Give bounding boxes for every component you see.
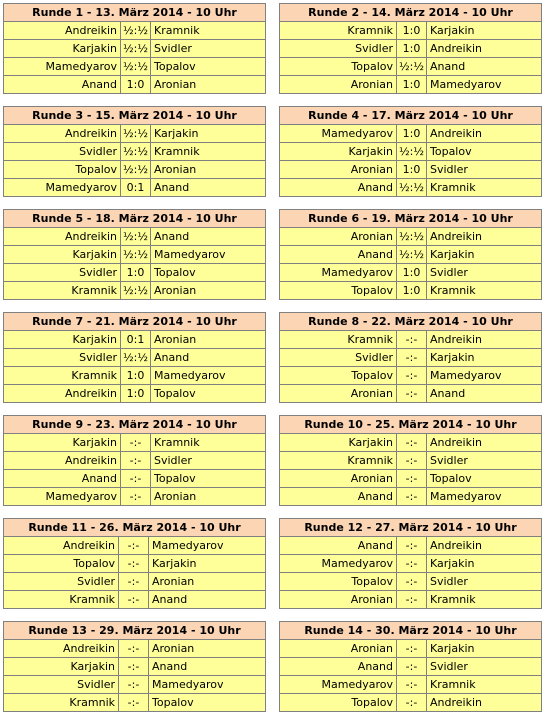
- away-player: Andreikin: [427, 228, 542, 246]
- round-table: [279, 106, 541, 197]
- home-player: Svidler: [4, 349, 121, 367]
- game-result: -:-: [119, 676, 149, 694]
- game-result: -:-: [121, 434, 151, 452]
- home-player: Aronian: [280, 161, 397, 179]
- home-player: Mamedyarov: [280, 125, 397, 143]
- round-table: [3, 518, 265, 609]
- home-player: Anand: [4, 76, 121, 94]
- game-result: -:-: [397, 694, 427, 712]
- round-title: Runde 3 - 15. März 2014 - 10 Uhr: [4, 107, 266, 125]
- game-row: [280, 658, 542, 676]
- game-result: 1:0: [397, 282, 427, 300]
- game-result: -:-: [397, 555, 427, 573]
- home-player: Andreikin: [4, 385, 121, 403]
- round-title: Runde 6 - 19. März 2014 - 10 Uhr: [280, 210, 542, 228]
- game-row: [4, 331, 266, 349]
- away-player: Andreikin: [427, 537, 542, 555]
- game-result: -:-: [119, 694, 149, 712]
- away-player: Anand: [151, 179, 266, 197]
- home-player: Topalov: [280, 573, 397, 591]
- game-result: -:-: [397, 434, 427, 452]
- home-player: Karjakin: [280, 143, 397, 161]
- home-player: Svidler: [4, 143, 121, 161]
- away-player: Aronian: [151, 161, 266, 179]
- game-result: -:-: [397, 331, 427, 349]
- home-player: Topalov: [4, 555, 119, 573]
- round-title: Runde 5 - 18. März 2014 - 10 Uhr: [4, 210, 266, 228]
- game-row: [4, 658, 266, 676]
- game-row: [280, 143, 542, 161]
- game-row: [280, 640, 542, 658]
- game-result: -:-: [397, 591, 427, 609]
- game-row: [280, 246, 542, 264]
- game-row: [280, 282, 542, 300]
- game-result: 1:0: [397, 264, 427, 282]
- game-row: [4, 282, 266, 300]
- away-player: Aronian: [151, 331, 266, 349]
- away-player: Topalov: [149, 694, 266, 712]
- away-player: Svidler: [427, 573, 542, 591]
- round-title: Runde 10 - 25. März 2014 - 10 Uhr: [280, 416, 542, 434]
- game-result: 0:1: [121, 331, 151, 349]
- game-result: 1:0: [121, 264, 151, 282]
- away-player: Mamedyarov: [427, 367, 542, 385]
- game-result: 0:1: [121, 179, 151, 197]
- round-table: [279, 518, 541, 609]
- away-player: Mamedyarov: [151, 367, 266, 385]
- away-player: Kramnik: [427, 179, 542, 197]
- away-player: Andreikin: [427, 331, 542, 349]
- game-row: [4, 591, 266, 609]
- home-player: Anand: [280, 179, 397, 197]
- round-title: Runde 9 - 23. März 2014 - 10 Uhr: [4, 416, 266, 434]
- game-result: ½:½: [121, 125, 151, 143]
- game-row: [280, 676, 542, 694]
- game-row: [4, 385, 266, 403]
- home-player: Aronian: [280, 470, 397, 488]
- game-result: 1:0: [121, 76, 151, 94]
- game-result: -:-: [397, 537, 427, 555]
- game-row: [4, 694, 266, 712]
- home-player: Karjakin: [4, 434, 121, 452]
- round-table: [3, 3, 265, 94]
- game-row: [4, 58, 266, 76]
- game-result: 1:0: [397, 76, 427, 94]
- away-player: Topalov: [151, 264, 266, 282]
- game-result: -:-: [397, 349, 427, 367]
- home-player: Topalov: [280, 367, 397, 385]
- game-row: [4, 22, 266, 40]
- game-row: [280, 228, 542, 246]
- game-row: [280, 161, 542, 179]
- game-row: [280, 470, 542, 488]
- round-table: [279, 312, 541, 403]
- game-row: [4, 555, 266, 573]
- game-row: [4, 264, 266, 282]
- away-player: Karjakin: [427, 22, 542, 40]
- away-player: Svidler: [427, 161, 542, 179]
- away-player: Aronian: [149, 573, 266, 591]
- home-player: Svidler: [4, 676, 119, 694]
- game-row: [4, 40, 266, 58]
- away-player: Anand: [151, 349, 266, 367]
- away-player: Aronian: [151, 488, 266, 506]
- away-player: Svidler: [427, 452, 542, 470]
- round-title: Runde 11 - 26. März 2014 - 10 Uhr: [4, 519, 266, 537]
- game-row: [280, 573, 542, 591]
- away-player: Kramnik: [151, 22, 266, 40]
- away-player: Svidler: [151, 452, 266, 470]
- game-row: [4, 640, 266, 658]
- away-player: Kramnik: [151, 143, 266, 161]
- away-player: Svidler: [151, 40, 266, 58]
- game-row: [280, 125, 542, 143]
- home-player: Kramnik: [4, 591, 119, 609]
- game-result: -:-: [397, 452, 427, 470]
- game-row: [4, 76, 266, 94]
- home-player: Aronian: [280, 385, 397, 403]
- home-player: Karjakin: [4, 40, 121, 58]
- away-player: Mamedyarov: [427, 76, 542, 94]
- home-player: Anand: [280, 537, 397, 555]
- away-player: Andreikin: [427, 434, 542, 452]
- home-player: Svidler: [4, 264, 121, 282]
- home-player: Mamedyarov: [4, 58, 121, 76]
- game-row: [280, 264, 542, 282]
- home-player: Kramnik: [280, 452, 397, 470]
- home-player: Svidler: [280, 349, 397, 367]
- game-result: 1:0: [121, 367, 151, 385]
- game-result: 1:0: [121, 385, 151, 403]
- round-title: Runde 4 - 17. März 2014 - 10 Uhr: [280, 107, 542, 125]
- game-result: 1:0: [397, 125, 427, 143]
- away-player: Kramnik: [427, 676, 542, 694]
- game-result: -:-: [397, 488, 427, 506]
- home-player: Topalov: [280, 282, 397, 300]
- away-player: Karjakin: [427, 555, 542, 573]
- home-player: Topalov: [4, 161, 121, 179]
- game-result: -:-: [119, 640, 149, 658]
- round-title: Runde 7 - 21. März 2014 - 10 Uhr: [4, 313, 266, 331]
- game-result: 1:0: [397, 161, 427, 179]
- home-player: Kramnik: [4, 694, 119, 712]
- home-player: Karjakin: [4, 658, 119, 676]
- game-result: ½:½: [121, 228, 151, 246]
- game-result: -:-: [397, 385, 427, 403]
- game-row: [280, 385, 542, 403]
- game-row: [4, 434, 266, 452]
- home-player: Kramnik: [4, 282, 121, 300]
- game-result: ½:½: [121, 58, 151, 76]
- home-player: Anand: [280, 658, 397, 676]
- home-player: Andreikin: [4, 22, 121, 40]
- game-row: [4, 537, 266, 555]
- away-player: Mamedyarov: [149, 676, 266, 694]
- round-title: Runde 1 - 13. März 2014 - 10 Uhr: [4, 4, 266, 22]
- game-row: [4, 125, 266, 143]
- game-result: -:-: [397, 367, 427, 385]
- away-player: Svidler: [427, 264, 542, 282]
- round-title: Runde 14 - 30. März 2014 - 10 Uhr: [280, 622, 542, 640]
- game-result: ½:½: [121, 22, 151, 40]
- round-table: [3, 621, 265, 712]
- game-result: -:-: [397, 658, 427, 676]
- game-result: ½:½: [397, 246, 427, 264]
- home-player: Topalov: [280, 694, 397, 712]
- round-title: Runde 8 - 22. März 2014 - 10 Uhr: [280, 313, 542, 331]
- game-row: [280, 488, 542, 506]
- game-result: ½:½: [121, 282, 151, 300]
- game-result: -:-: [119, 555, 149, 573]
- away-player: Topalov: [151, 385, 266, 403]
- round-title: Runde 12 - 27. März 2014 - 10 Uhr: [280, 519, 542, 537]
- game-row: [280, 694, 542, 712]
- away-player: Mamedyarov: [151, 246, 266, 264]
- game-row: [4, 228, 266, 246]
- away-player: Kramnik: [151, 434, 266, 452]
- home-player: Aronian: [280, 228, 397, 246]
- round-table: [279, 621, 541, 712]
- home-player: Svidler: [4, 573, 119, 591]
- round-table: [3, 106, 265, 197]
- away-player: Aronian: [149, 640, 266, 658]
- round-table: [3, 209, 265, 300]
- home-player: Mamedyarov: [280, 264, 397, 282]
- away-player: Karjakin: [427, 349, 542, 367]
- away-player: Svidler: [427, 658, 542, 676]
- game-row: [280, 367, 542, 385]
- round-table: [279, 415, 541, 506]
- home-player: Kramnik: [4, 367, 121, 385]
- game-row: [4, 573, 266, 591]
- away-player: Andreikin: [427, 694, 542, 712]
- away-player: Andreikin: [427, 125, 542, 143]
- home-player: Mamedyarov: [280, 676, 397, 694]
- away-player: Mamedyarov: [427, 488, 542, 506]
- game-result: 1:0: [397, 40, 427, 58]
- game-result: ½:½: [121, 143, 151, 161]
- game-result: ½:½: [397, 58, 427, 76]
- away-player: Aronian: [151, 282, 266, 300]
- round-table: [279, 209, 541, 300]
- away-player: Aronian: [151, 76, 266, 94]
- game-row: [4, 246, 266, 264]
- game-result: ½:½: [397, 143, 427, 161]
- round-table: [3, 312, 265, 403]
- home-player: Andreikin: [4, 537, 119, 555]
- home-player: Mamedyarov: [4, 488, 121, 506]
- game-result: ½:½: [397, 179, 427, 197]
- away-player: Anand: [427, 58, 542, 76]
- home-player: Andreikin: [4, 125, 121, 143]
- game-result: -:-: [119, 573, 149, 591]
- away-player: Anand: [149, 591, 266, 609]
- away-player: Anand: [151, 228, 266, 246]
- away-player: Topalov: [151, 470, 266, 488]
- home-player: Kramnik: [280, 22, 397, 40]
- game-result: -:-: [121, 470, 151, 488]
- game-row: [4, 452, 266, 470]
- home-player: Mamedyarov: [280, 555, 397, 573]
- game-result: -:-: [397, 676, 427, 694]
- game-row: [280, 40, 542, 58]
- game-result: -:-: [397, 470, 427, 488]
- away-player: Topalov: [427, 470, 542, 488]
- game-row: [280, 179, 542, 197]
- home-player: Anand: [280, 488, 397, 506]
- home-player: Karjakin: [4, 331, 121, 349]
- game-row: [4, 349, 266, 367]
- game-row: [4, 143, 266, 161]
- round-table: [279, 3, 541, 94]
- away-player: Karjakin: [427, 246, 542, 264]
- game-result: ½:½: [397, 228, 427, 246]
- game-row: [4, 179, 266, 197]
- away-player: Anand: [427, 385, 542, 403]
- game-row: [4, 488, 266, 506]
- away-player: Mamedyarov: [149, 537, 266, 555]
- away-player: Karjakin: [427, 640, 542, 658]
- home-player: Anand: [280, 246, 397, 264]
- home-player: Aronian: [280, 591, 397, 609]
- round-title: Runde 13 - 29. März 2014 - 10 Uhr: [4, 622, 266, 640]
- home-player: Karjakin: [280, 434, 397, 452]
- game-row: [280, 22, 542, 40]
- home-player: Aronian: [280, 640, 397, 658]
- game-result: -:-: [119, 658, 149, 676]
- away-player: Anand: [149, 658, 266, 676]
- game-row: [280, 349, 542, 367]
- home-player: Mamedyarov: [4, 179, 121, 197]
- game-result: ½:½: [121, 349, 151, 367]
- game-row: [4, 676, 266, 694]
- home-player: Kramnik: [280, 331, 397, 349]
- game-row: [4, 161, 266, 179]
- away-player: Kramnik: [427, 591, 542, 609]
- away-player: Topalov: [151, 58, 266, 76]
- game-row: [280, 76, 542, 94]
- game-result: 1:0: [397, 22, 427, 40]
- game-row: [4, 367, 266, 385]
- game-row: [280, 331, 542, 349]
- game-result: ½:½: [121, 40, 151, 58]
- away-player: Karjakin: [151, 125, 266, 143]
- game-row: [280, 452, 542, 470]
- home-player: Andreikin: [4, 452, 121, 470]
- game-row: [280, 537, 542, 555]
- game-row: [280, 58, 542, 76]
- round-table: [3, 415, 265, 506]
- away-player: Topalov: [427, 143, 542, 161]
- game-row: [280, 591, 542, 609]
- game-result: -:-: [119, 591, 149, 609]
- game-result: -:-: [397, 640, 427, 658]
- home-player: Svidler: [280, 40, 397, 58]
- game-result: -:-: [397, 573, 427, 591]
- game-result: ½:½: [121, 246, 151, 264]
- game-result: -:-: [121, 488, 151, 506]
- home-player: Anand: [4, 470, 121, 488]
- game-result: -:-: [121, 452, 151, 470]
- game-row: [4, 470, 266, 488]
- game-result: ½:½: [121, 161, 151, 179]
- away-player: Andreikin: [427, 40, 542, 58]
- away-player: Kramnik: [427, 282, 542, 300]
- home-player: Andreikin: [4, 640, 119, 658]
- game-row: [280, 555, 542, 573]
- round-title: Runde 2 - 14. März 2014 - 10 Uhr: [280, 4, 542, 22]
- home-player: Aronian: [280, 76, 397, 94]
- home-player: Andreikin: [4, 228, 121, 246]
- home-player: Topalov: [280, 58, 397, 76]
- game-row: [280, 434, 542, 452]
- away-player: Karjakin: [149, 555, 266, 573]
- home-player: Karjakin: [4, 246, 121, 264]
- game-result: -:-: [119, 537, 149, 555]
